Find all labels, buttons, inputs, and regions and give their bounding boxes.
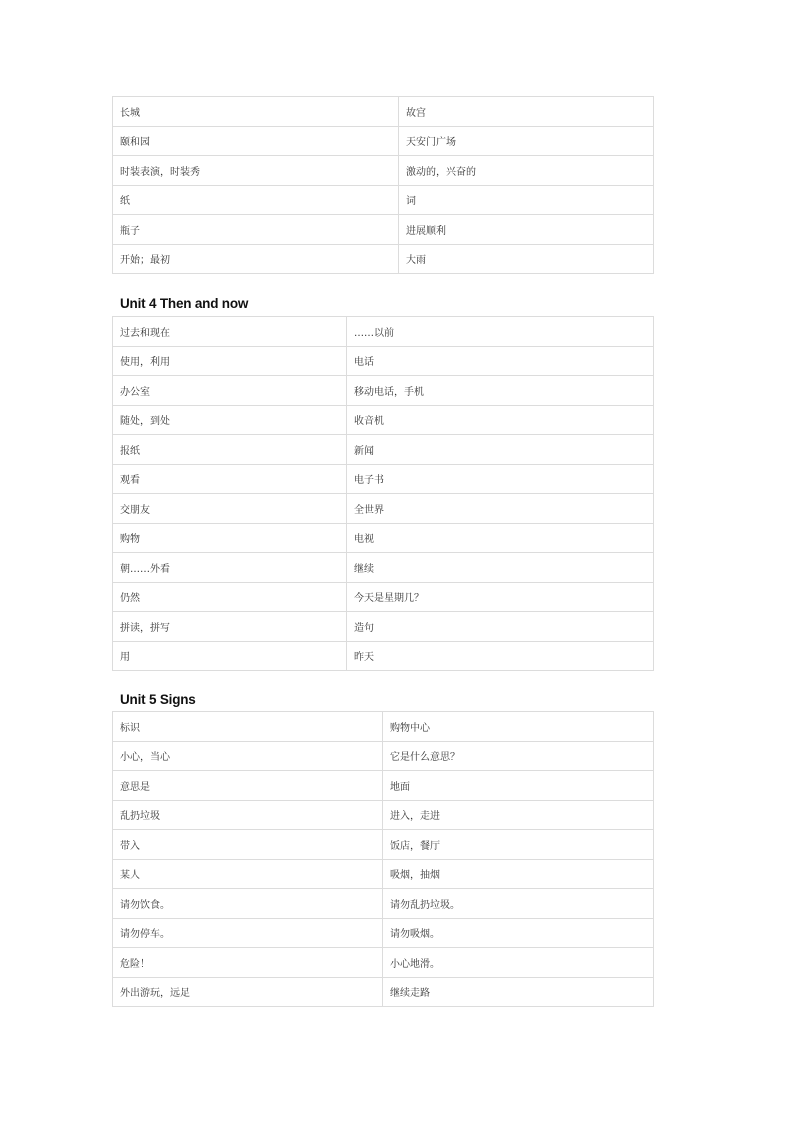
table-cell-left: 意思是 (113, 771, 383, 801)
table-row (113, 126, 654, 156)
table-cell-right: 继续 (347, 553, 654, 583)
unit-4-heading: Unit 4 Then and now (120, 296, 249, 311)
table-cell-left: 乱扔垃圾 (113, 800, 383, 830)
table-row (113, 741, 654, 771)
table-row (113, 948, 654, 978)
table-cell-left: 时装表演，时装秀 (113, 156, 399, 186)
table-cell-left: 报纸 (113, 435, 347, 465)
unit-5-heading: Unit 5 Signs (120, 692, 196, 707)
vocab-table-unit-3 (112, 96, 654, 274)
table-row (113, 215, 654, 245)
table-row (113, 494, 654, 524)
table-cell-right: ……以前 (347, 317, 654, 347)
table-cell-left: 小心，当心 (113, 741, 383, 771)
table-cell-right: 新闻 (347, 435, 654, 465)
table-cell-left: 购物 (113, 523, 347, 553)
table-row (113, 771, 654, 801)
table-row (113, 977, 654, 1007)
table-cell-right: 天安门广场 (399, 126, 654, 156)
table-row (113, 156, 654, 186)
table-cell-left: 某人 (113, 859, 383, 889)
table-row (113, 464, 654, 494)
table-cell-left: 拼读，拼写 (113, 612, 347, 642)
table-row (113, 830, 654, 860)
table-row (113, 641, 654, 671)
table-cell-left: 使用，利用 (113, 346, 347, 376)
table-cell-right: 请勿乱扔垃圾。 (383, 889, 654, 919)
table-cell-right: 它是什么意思？ (383, 741, 654, 771)
table-cell-right: 收音机 (347, 405, 654, 435)
table-cell-left: 过去和现在 (113, 317, 347, 347)
table-cell-right: 故宫 (399, 97, 654, 127)
table-cell-left: 请勿停车。 (113, 918, 383, 948)
table-cell-left: 标识 (113, 712, 383, 742)
table-cell-right: 请勿吸烟。 (383, 918, 654, 948)
table-row (113, 918, 654, 948)
table-cell-left: 纸 (113, 185, 399, 215)
table-row (113, 244, 654, 274)
table-row (113, 889, 654, 919)
table-cell-right: 购物中心 (383, 712, 654, 742)
table-cell-left: 交朋友 (113, 494, 347, 524)
table-row (113, 405, 654, 435)
table-cell-right: 继续走路 (383, 977, 654, 1007)
table-cell-left: 用 (113, 641, 347, 671)
table-cell-right: 饭店，餐厅 (383, 830, 654, 860)
table-cell-right: 激动的，兴奋的 (399, 156, 654, 186)
table-row (113, 435, 654, 465)
table-cell-right: 小心地滑。 (383, 948, 654, 978)
table-cell-left: 办公室 (113, 376, 347, 406)
table-row (113, 317, 654, 347)
table-cell-right: 电话 (347, 346, 654, 376)
table-cell-right: 全世界 (347, 494, 654, 524)
table-cell-left: 带入 (113, 830, 383, 860)
table-cell-left: 外出游玩，远足 (113, 977, 383, 1007)
table-cell-left: 瓶子 (113, 215, 399, 245)
table-cell-left: 请勿饮食。 (113, 889, 383, 919)
table-row (113, 346, 654, 376)
table-cell-left: 观看 (113, 464, 347, 494)
table-cell-right: 移动电话，手机 (347, 376, 654, 406)
table-cell-right: 大雨 (399, 244, 654, 274)
table-cell-left: 颐和园 (113, 126, 399, 156)
table-row (113, 582, 654, 612)
table-row (113, 185, 654, 215)
table-row (113, 859, 654, 889)
vocab-table-unit-5 (112, 711, 654, 1007)
table-row (113, 712, 654, 742)
table-cell-left: 长城 (113, 97, 399, 127)
table-cell-right: 昨天 (347, 641, 654, 671)
table-cell-right: 今天是星期几？ (347, 582, 654, 612)
table-cell-right: 进入，走进 (383, 800, 654, 830)
table-cell-left: 危险！ (113, 948, 383, 978)
table-row (113, 553, 654, 583)
vocab-table-unit-4 (112, 316, 654, 671)
table-row (113, 612, 654, 642)
table-cell-right: 词 (399, 185, 654, 215)
table-cell-right: 进展顺利 (399, 215, 654, 245)
table-row (113, 97, 654, 127)
table-cell-left: 朝……外看 (113, 553, 347, 583)
table-cell-right: 电视 (347, 523, 654, 553)
table-row (113, 523, 654, 553)
table-cell-right: 吸烟，抽烟 (383, 859, 654, 889)
table-cell-right: 造句 (347, 612, 654, 642)
table-cell-right: 电子书 (347, 464, 654, 494)
table-cell-left: 开始；最初 (113, 244, 399, 274)
table-cell-left: 仍然 (113, 582, 347, 612)
table-cell-right: 地面 (383, 771, 654, 801)
table-row (113, 800, 654, 830)
table-row (113, 376, 654, 406)
table-cell-left: 随处，到处 (113, 405, 347, 435)
